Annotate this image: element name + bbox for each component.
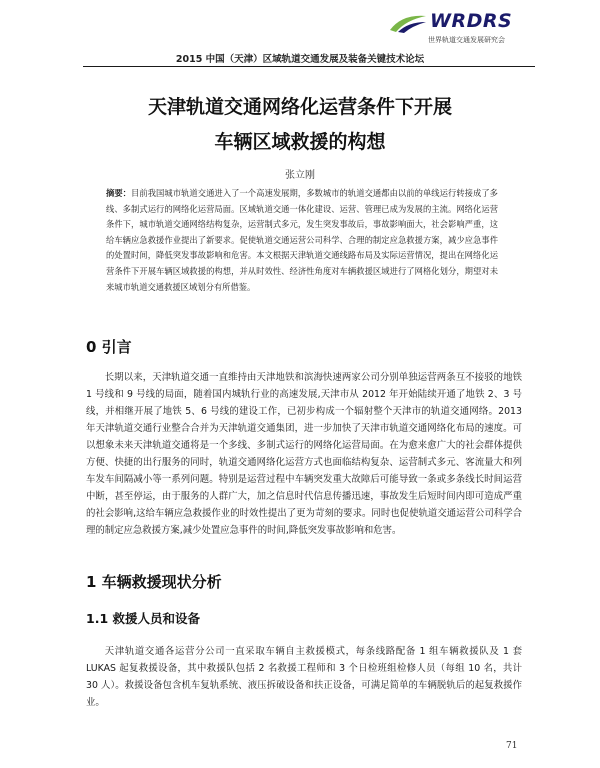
introduction-paragraph: 长期以来，天津轨道交通一直维持由天津地铁和滨海快速两家公司分别单独运营两条互不接驳的地铁 1 号线和 9 号线的局面，随着国内城轨行业的高速发展,天津市从 2012 年开始陆续开通了地铁 2、3 号线，并相继开展了地铁 5、6 号线的建设工作，已初步构成一个辐射整个天津市的轨道交通网络。2013 年天津轨道交通行业整合合并为天津轨道交通集团，进一步加快了天津市轨道交通网络化布局的速度。可以想象未来天津轨道交通将是一个多线、多制式运行的网络化运营局面。在为愈来愈广大的社会群体提供方便、快捷的出行服务的同时，轨道交通网络化运营方式也面临结构复杂、运营制式多元、客流量大和列车发车间隔减小等一系列问题。特别是运营过程中车辆突发重大故障后可能导致一条或多条线长时间运营中断，甚至停运，由于服务的人群广大，加之信息时代信息传播迅速，事故发生后短时间内即可造成严重的社会影响,这给车辆应急救援作业的时效性提出了更为苛刻的要求。同时也促使轨道交通运营公司科学合理的制定应急救援方案,减少处置应急事件的时间,降低突发事故影响和危害。 xyxy=(86,372,522,536)
abstract xyxy=(106,186,498,295)
personnel-equipment-paragraph: 天津轨道交通各运营分公司一直采取车辆自主救援模式，每条线路配备 1 组车辆救援队及 1 套 LUKAS 起复救援设备，其中救援队包括 2 名救援工程师和 3 个日检班组检修人员（每组 10 名，共计 30 人）。救援设备包含机车复轨系统、液压拆破设备和扶正设备，可满足简单的车辆脱轨后的起复救援作业。 xyxy=(86,646,522,708)
header-divider xyxy=(83,66,535,67)
abstract-label: 摘要： xyxy=(106,188,132,198)
logo-subtitle: 世界轨道交通发展研究会 xyxy=(428,36,505,44)
logo-swoosh-icon xyxy=(388,12,428,34)
paper-title-line-1: 天津轨道交通网络化运营条件下开展 xyxy=(147,96,452,118)
logo-text: WRDRS xyxy=(430,10,513,32)
subsection-heading-personnel-equipment: 1.1 救援人员和设备 xyxy=(86,611,200,626)
abstract-text: 目前我国城市轨道交通进入了一个高速发展期，多数城市的轨道交通都由以前的单线运行转接成了多线、多制式运行的网络化运营局面。区域轨道交通一体化建设、运营、管理已成为发展的主流。网络化运营条件下，城市轨道交通网络结构复杂，运营制式多元，发生突发事故后，事故影响面大，社会影响严重，这给车辆应急救援作业提出了新要求。促使轨道交通运营公司科学、合理的制定应急救援方案，减少应急事件的处置时间，降低突发事故影响和危害。本文根据天津轨道交通线路布局及实际运营情况，提出在网络化运营条件下开展车辆区域救援的构想，并从时效性、经济性角度对车辆救援区域进行了网格化划分，期望对未来城市轨道交通救援区域划分有所借鉴。 xyxy=(106,188,498,292)
conference-logo xyxy=(388,10,538,44)
author: 张立刚 xyxy=(285,170,315,181)
paper-title-line-2: 车辆区域救援的构想 xyxy=(214,131,386,153)
running-header: 2015 中国（天津）区域轨道交通发展及装备关键技术论坛 xyxy=(175,54,425,65)
page-number: 71 xyxy=(506,741,518,751)
section-heading-rescue-status: 1 车辆救援现状分析 xyxy=(86,573,222,591)
section-heading-introduction: 0 引言 xyxy=(86,338,132,356)
